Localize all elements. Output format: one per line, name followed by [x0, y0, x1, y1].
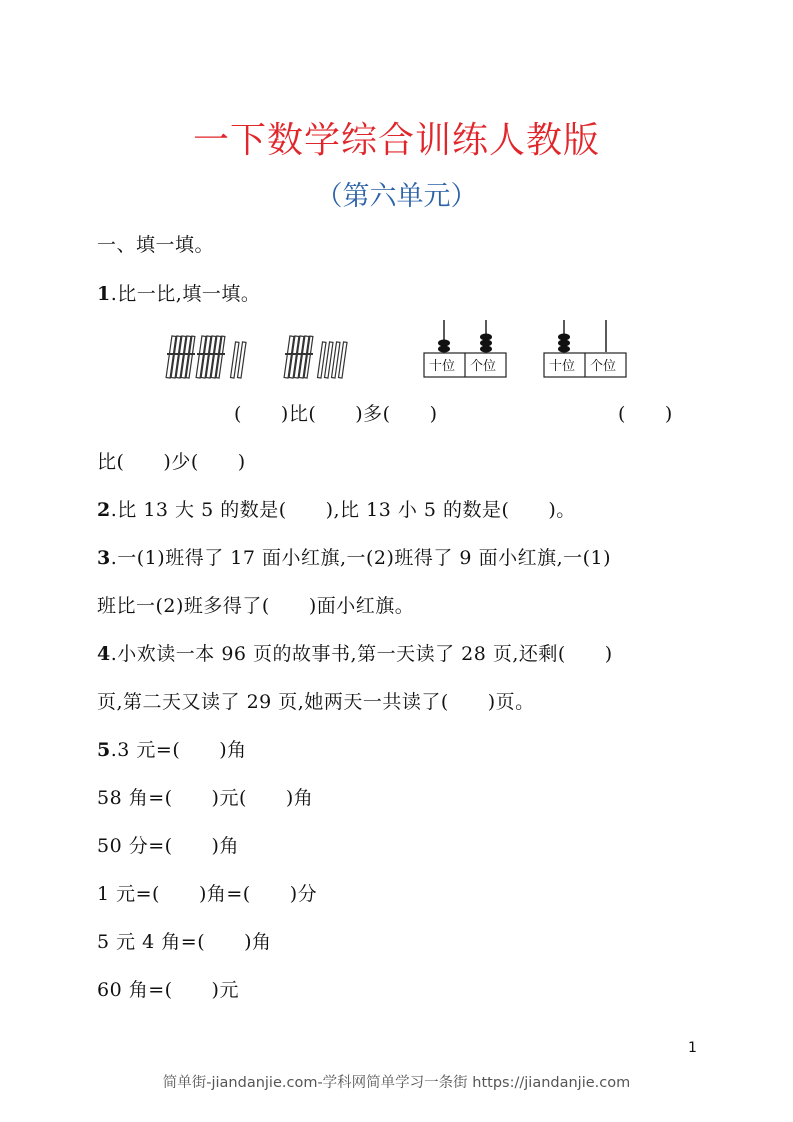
answer-line-1b: ( ) [618, 403, 673, 425]
abacus-tens-label: 十位 [429, 359, 456, 374]
page-subtitle: （第六单元） [315, 181, 478, 212]
question-number: 3 [97, 547, 111, 569]
question-number: 5 [97, 739, 111, 761]
question-5 [97, 735, 247, 762]
conversion-line: 1 元=( )角=( )分 [97, 883, 318, 905]
question-4-cont: 页,第二天又读了 29 页,她两天一共读了( )页。 [97, 691, 535, 713]
question-text: .小欢读一本 96 页的故事书,第一天读了 28 页,还剩( ) [110, 643, 613, 665]
bundle-icon [166, 336, 195, 378]
conversion-line: 50 分=( )角 [97, 835, 239, 857]
stick-icon [318, 342, 347, 378]
conversion-line: 60 角=( )元 [97, 979, 239, 1001]
question-number: 2 [97, 499, 111, 521]
abacus-1 [422, 316, 508, 380]
abacus-tens-label: 十位 [549, 359, 576, 374]
answer-line-2: 比( )少( ) [97, 451, 246, 473]
conversion-line: 58 角=( )元( )角 [97, 787, 314, 809]
question-text: .3 元=( )角 [110, 739, 247, 761]
bundle-icon [196, 336, 225, 378]
footer-text: 简单街-jiandanjie.com-学科网简单学习一条街 https://jiandanjie.com [162, 1075, 631, 1091]
abacus-ones-label: 个位 [590, 359, 617, 374]
conversion-line: 5 元 4 角=( )角 [97, 931, 272, 953]
answer-line-1a: ( )比( )多( ) [234, 403, 438, 425]
question-1 [97, 279, 260, 306]
question-text: .一(1)班得了 17 面小红旗,一(2)班得了 9 面小红旗,一(1) [110, 547, 612, 569]
question-3-cont: 班比一(2)班多得了( )面小红旗。 [97, 595, 415, 617]
stick-bundles-illustration [165, 332, 350, 384]
question-number: 1 [97, 283, 111, 305]
question-3 [97, 543, 611, 570]
abacus-2 [542, 316, 628, 380]
page-number: 1 [688, 1040, 697, 1056]
abacus-ones-label: 个位 [470, 359, 497, 374]
question-text: .比一比,填一填。 [110, 283, 261, 305]
question-4 [97, 639, 613, 666]
question-2 [97, 495, 576, 522]
bundle-icon [284, 336, 313, 378]
stick-icon [231, 342, 246, 378]
section-heading: 一、填一填。 [97, 234, 215, 256]
question-text: .比 13 大 5 的数是( ),比 13 小 5 的数是( )。 [110, 499, 576, 521]
question-number: 4 [97, 643, 111, 665]
page-title: 一下数学综合训练人教版 [192, 120, 600, 161]
